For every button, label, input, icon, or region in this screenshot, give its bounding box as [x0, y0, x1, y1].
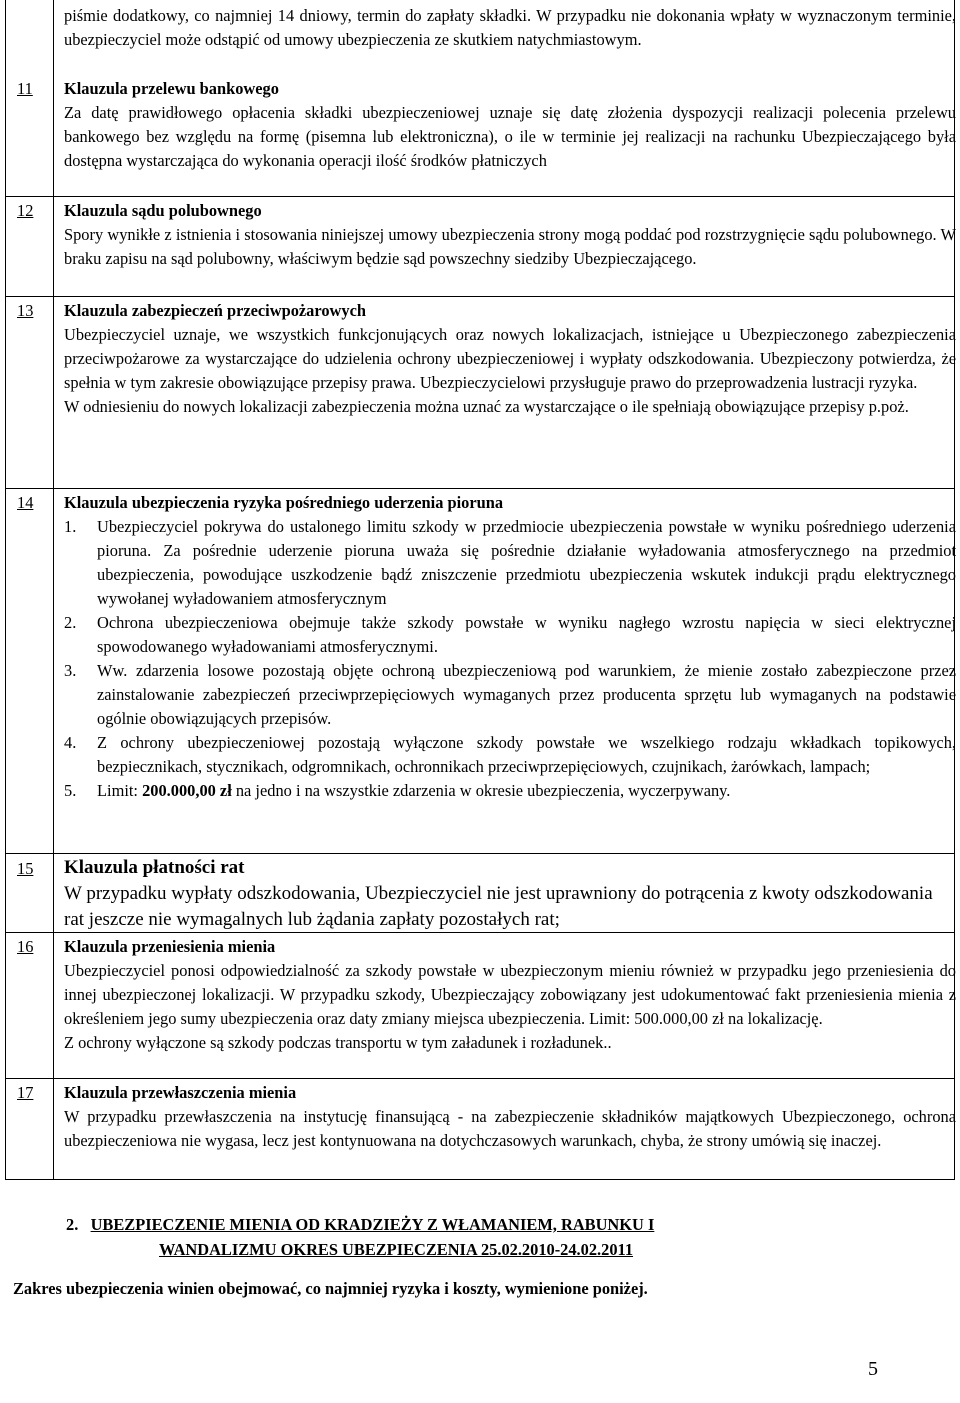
clause-title: Klauzula sądu polubownego [64, 201, 262, 220]
clause-14 [64, 491, 956, 803]
column-divider [53, 0, 54, 1179]
clause-body: Ubezpieczyciel uznaje, we wszystkich funkcjonujących oraz nowych lokalizacjach, istniejące u Ubezpieczonego zabezpieczenia przeciwpożarowe za wystarczające do udzielenia ochrony ubezpieczeniowej i wypłaty odszkodowania. Ubezpieczony potwierdza, że spełnia w tym zakresie obowiązujące przepisy prawa. Ubezpieczycielowi przysługuje prawo do przeprowadzenia lustracji ryzyka. [64, 325, 956, 392]
clause-number: 16 [17, 937, 34, 956]
clause-title: Klauzula zabezpieczeń przeciwpożarowych [64, 301, 366, 320]
row-separator [6, 853, 954, 854]
row-separator [6, 296, 954, 297]
clause-title: Klauzula płatności rat [64, 857, 245, 878]
list-item: 4. Z ochrony ubezpieczeniowej pozostają wyłączone szkody powstałe we wszelkiego rodzaju wkładkach topikowych, bezpiecznikach, stycznikach, odgromnikach, ochronnikach przeciwprzepięciowych, czujnikach, żarówkach, lampach; [64, 733, 956, 776]
list-item: 1. Ubezpieczyciel pokrywa do ustalonego limitu szkody w przedmiocie ubezpieczenia powstałe w wyniku pośredniego uderzenia pioruna. Za pośrednie uderzenie pioruna uważa się pośrednie działanie wyładowania atmosferycznego na przedmiot ubezpieczenia, powodujące uszkodzenie bądź zniszczenie przedmiotu ubezpieczenia wskutek indukcji prądu elektrycznego wywołanej wyładowaniem atmosferycznym [64, 517, 956, 608]
list-item: 5. Limit: 200.000,00 zł na jedno i na wszystkie zdarzenia w okresie ubezpieczenia, wyczerpywany. [64, 781, 731, 800]
row-separator [6, 1078, 954, 1079]
clause-title: Klauzula przelewu bankowego [64, 79, 279, 98]
clause-body: Spory wynikłe z istnienia i stosowania niniejszej umowy ubezpieczenia strony mogą poddać pod rozstrzygnięcie sądu polubownego. W braku zapisu na sąd polubowny, właściwym będzie sąd powszechny siedziby Ubezpieczającego. [64, 225, 956, 268]
clause-title: Klauzula przeniesienia mienia [64, 937, 276, 956]
continuation-text: piśmie dodatkowy, co najmniej 14 dniowy, termin do zapłaty składki. W przypadku nie dokonania wpłaty w wyznaczonym terminie, ubezpieczyciel może odstąpić od umowy ubezpieczenia ze skutkiem natychmiastowym. [64, 6, 956, 49]
clauses-table [5, 0, 955, 1180]
scope-intro: Zakres ubezpieczenia winien obejmować, co najmniej ryzyka i koszty, wymienione poniżej. [13, 1279, 648, 1298]
clause-title: Klauzula przewłaszczenia mienia [64, 1083, 297, 1102]
clause-11 [64, 77, 956, 173]
clause-12 [64, 199, 956, 271]
list-item: 3. Ww. zdarzenia losowe pozostają objęte ochroną ubezpieczeniową pod warunkiem, że mienie zostało zabezpieczone przez zainstalowanie zabezpieczeń przeciwprzepięciowych wymaganych przez producenta sprzętu lub wymaganych na podstawie ogólnie obowiązujących przepisów. [64, 661, 956, 728]
clause-15 [64, 855, 956, 933]
clause-body: Za datę prawidłowego opłacenia składki ubezpieczeniowej uznaje się datę złożenia dyspozycji realizacji polecenia przelewu bankowego bez względu na formę (pisemna lub elektroniczna), o ile w terminie jej realizacji na rachunku Ubezpieczającego była dostępna wystarczająca do wykonania operacji ilość środków płatniczych [64, 103, 956, 170]
row-separator [6, 488, 954, 489]
limit-amount: 200.000,00 zł [142, 781, 232, 800]
row-separator [6, 932, 954, 933]
clause-number: 15 [17, 859, 34, 878]
clause-body-extra: Z ochrony wyłączone są szkody podczas transportu w tym załadunek i rozładunek.. [64, 1033, 612, 1052]
clause-16 [64, 935, 956, 1055]
clause-body-extra: W odniesieniu do nowych lokalizacji zabezpieczenia można uznać za wystarczające o ile spełniają obowiązujące przepisy p.poż. [64, 397, 909, 416]
clause-body: Ubezpieczyciel ponosi odpowiedzialność za szkody powstałe w ubezpieczonym mieniu również w przypadku jego przeniesienia do innej ubezpieczonej lokalizacji. W przypadku szkody, Ubezpieczający zobowiązany jest udokumentować fakt przeniesienia mienia z określeniem jego sumy ubezpieczenia oraz daty zmiany miejsca ubezpieczenia. Limit: 500.000,00 zł na lokalizację. [64, 961, 956, 1028]
clause-title: Klauzula ubezpieczenia ryzyka pośredniego uderzenia pioruna [64, 493, 504, 512]
clause-number: 12 [17, 201, 34, 220]
clause-number: 11 [17, 79, 33, 98]
clause-17 [64, 1081, 956, 1153]
section-heading: 2. UBEZPIECZENIE MIENIA OD KRADZIEŻY Z WŁAMANIEM, RABUNKU I WANDALIZMU OKRES UBEZPIECZENIA 25.02.2010-24.02.2011 [66, 1215, 655, 1259]
clause-body: W przypadku przewłaszczenia na instytucję finansującą - na zabezpieczenie składników majątkowych Ubezpieczonego, ochrona ubezpieczeniowa nie wygasa, lecz jest kontynuowana na dotychczasowych warunkach, chyba, że strony umówią się inaczej. [64, 1107, 956, 1150]
clause-number: 13 [17, 301, 34, 320]
clause-body: W przypadku wypłaty odszkodowania, Ubezpieczyciel nie jest uprawniony do potrącenia z kwoty odszkodowania rat jeszcze nie wymagalnych lub żądania zapłaty pozostałych rat; [64, 883, 933, 930]
clause-number: 14 [17, 493, 34, 512]
clause-number: 17 [17, 1083, 34, 1102]
row-separator [6, 196, 954, 197]
page-number: 5 [868, 1358, 878, 1380]
list-item: 2. Ochrona ubezpieczeniowa obejmuje także szkody powstałe w wyniku nagłego wzrostu napięcia w sieci elektrycznej spowodowanego wyładowaniami atmosferycznymi. [64, 613, 956, 656]
clause-13 [64, 299, 956, 419]
